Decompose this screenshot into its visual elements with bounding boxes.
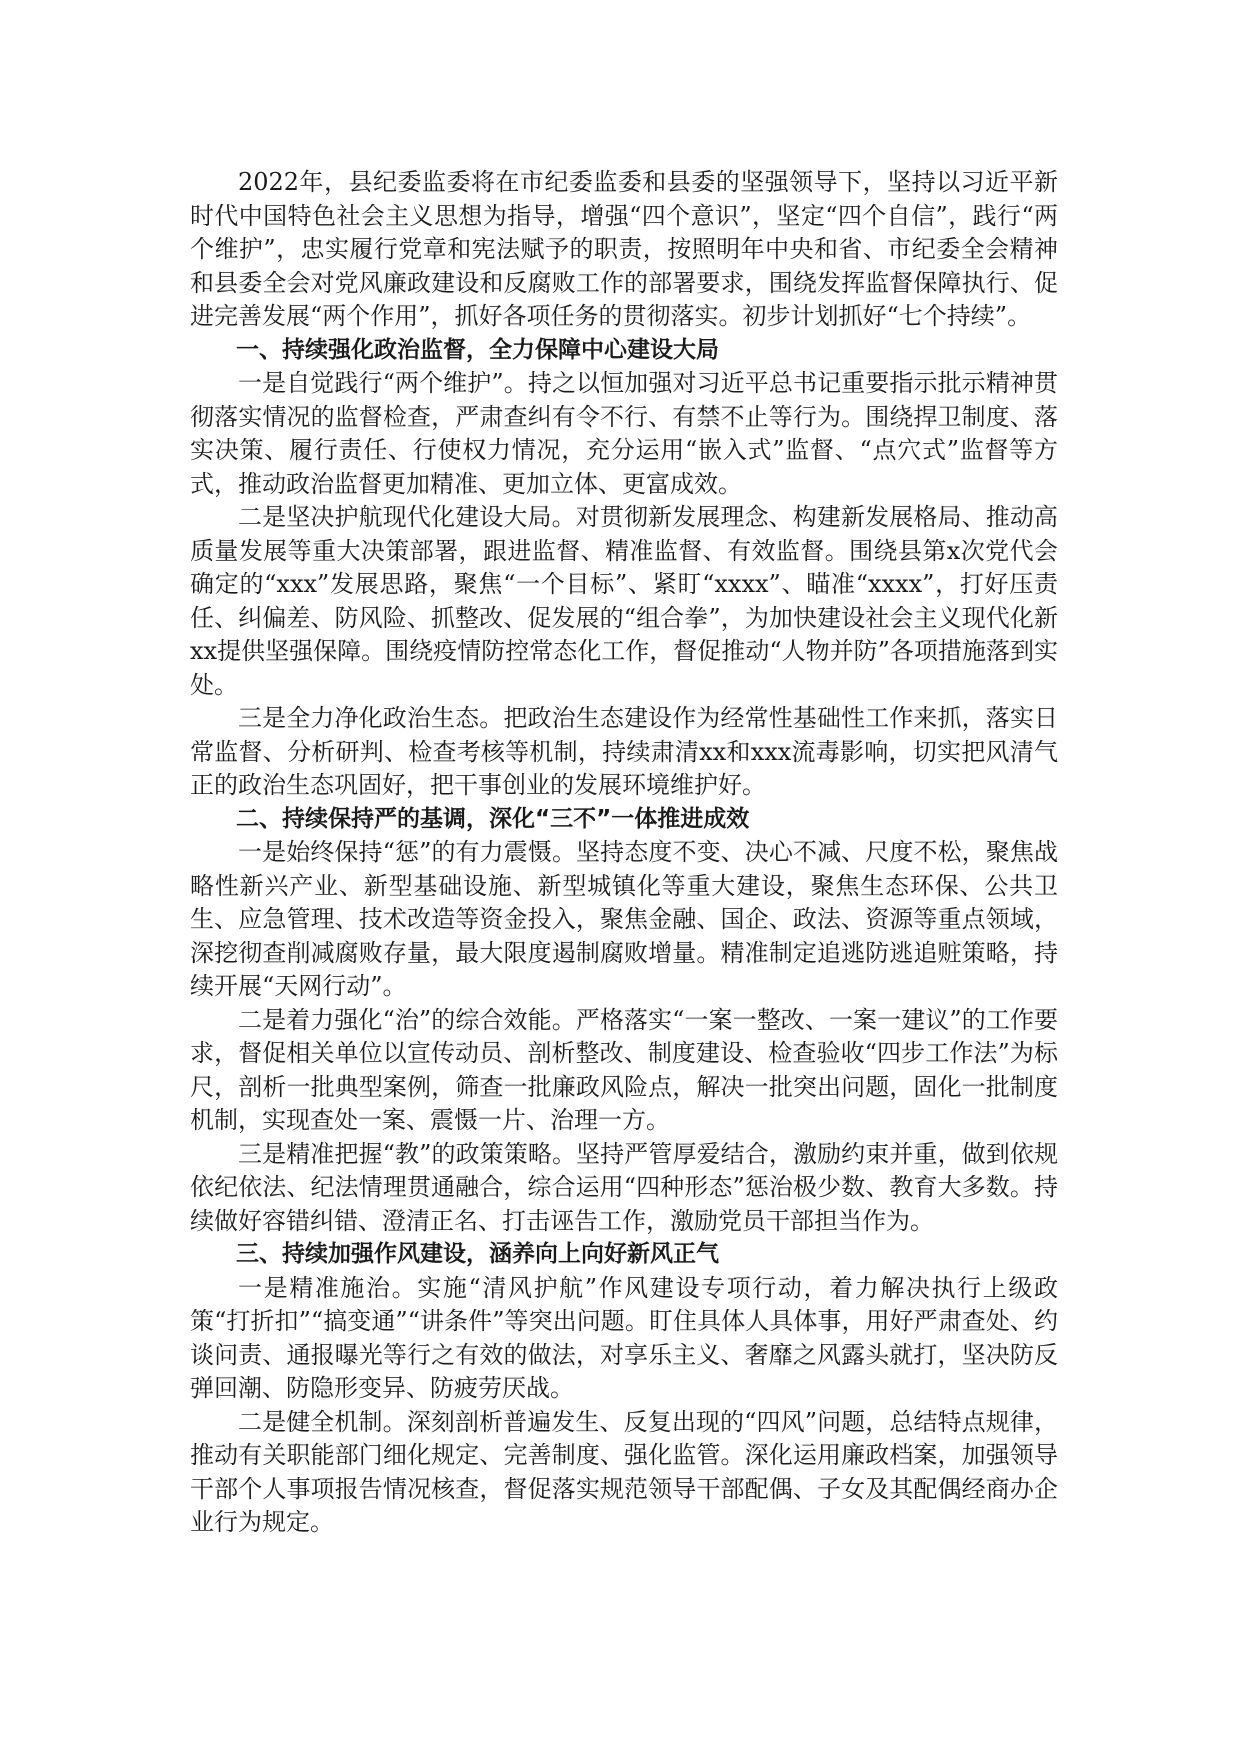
section-2-paragraph-1: 一是始终保持“惩”的有力震慑。坚持态度不变、决心不减、尺度不松，聚焦战略性新兴产业、新型基础设施、新型城镇化等重大建设，聚焦生态环保、公共卫生、应急管理、技术改造等资金投入，聚焦金融、国企、政法、资源等重点领域，深挖彻查削减腐败存量，最大限度遏制腐败增量。精准制定追逃防逃追赃策略，持续开展“天网行动”。 bbox=[190, 838, 1058, 1000]
section-2-paragraph-2: 二是着力强化“治”的综合效能。严格落实“一案一整改、一案一建议”的工作要求，督促相关单位以宣传动员、剖析整改、制度建设、检查验收“四步工作法”为标尺，剖析一批典型案例，筛查一批廉政风险点，解决一批突出问题，固化一批制度机制，实现查处一案、震慑一片、治理一方。 bbox=[190, 1005, 1058, 1134]
section-3-paragraph-1: 一是精准施治。实施“清风护航”作风建设专项行动，着力解决执行上级政策“打折扣”“搞变通”“讲条件”等突出问题。盯住具体人具体事，用好严肃查处、约谈问责、通报曝光等行之有效的做法，对享乐主义、奢靡之风露头就打，坚决防反弹回潮、防隐形变异、防疲劳厌战。 bbox=[190, 1273, 1058, 1402]
section-1-paragraph-3: 三是全力净化政治生态。把政治生态建设作为经常性基础性工作来抓，落实日常监督、分析研判、检查考核等机制，持续肃清xx和xxx流毒影响，切实把风清气正的政治生态巩固好，把干事创业的发展环境维护好。 bbox=[190, 704, 1058, 799]
document-page bbox=[190, 166, 1058, 1540]
section-3-paragraph-2: 二是健全机制。深刻剖析普遍发生、反复出现的“四风”问题，总结特点规律，推动有关职能部门细化规定、完善制度、强化监管。深化运用廉政档案，加强领导干部个人事项报告情况核查，督促落实规范领导干部配偶、子女及其配偶经商办企业行为规定。 bbox=[190, 1407, 1058, 1536]
intro-paragraph: 2022年，县纪委监委将在市纪委监委和县委的坚强领导下，坚持以习近平新时代中国特色社会主义思想为指导，增强“四个意识”，坚定“四个自信”，践行“两个维护”，忠实履行党章和宪法赋予的职责，按照明年中央和省、市纪委全会精神和县委全会对党风廉政建设和反腐败工作的部署要求，围绕发挥监督保障执行、促进完善发展“两个作用”，抓好各项任务的贯彻落实。初步计划抓好“七个持续”。 bbox=[190, 168, 1058, 330]
section-heading-3: 三、持续加强作风建设，涵养向上向好新风正气 bbox=[236, 1241, 719, 1267]
section-1-paragraph-1: 一是自觉践行“两个维护”。持之以恒加强对习近平总书记重要指示批示精神贯彻落实情况的监督检查，严肃查纠有令不行、有禁不止等行为。围绕捍卫制度、落实决策、履行责任、行使权力情况，充分运用“嵌入式”监督、“点穴式”监督等方式，推动政治监督更加精准、更加立体、更富成效。 bbox=[190, 369, 1058, 498]
section-2-paragraph-3: 三是精准把握“教”的政策策略。坚持严管厚爱结合，激励约束并重，做到依规依纪依法、纪法情理贯通融合，综合运用“四种形态”惩治极少数、教育大多数。持续做好容错纠错、澄清正名、打击诬告工作，激励党员干部担当作为。 bbox=[190, 1139, 1058, 1235]
section-heading-2: 二、持续保持严的基调，深化“三不”一体推进成效 bbox=[236, 805, 750, 832]
section-1-paragraph-2: 二是坚决护航现代化建设大局。对贯彻新发展理念、构建新发展格局、推动高质量发展等重大决策部署，跟进监督、精准监督、有效监督。围绕县第x次党代会确定的“xxx”发展思路，聚焦“一个目标”、紧盯“xxxx”、瞄准“xxxx”，打好压责任、纠偏差、防风险、抓整改、促发展的“组合拳”，为加快建设社会主义现代化新xx提供坚强保障。围绕疫情防控常态化工作，督促推动“人物并防”各项措施落到实处。 bbox=[190, 503, 1058, 699]
section-heading-1: 一、持续强化政治监督，全力保障中心建设大局 bbox=[236, 336, 719, 363]
